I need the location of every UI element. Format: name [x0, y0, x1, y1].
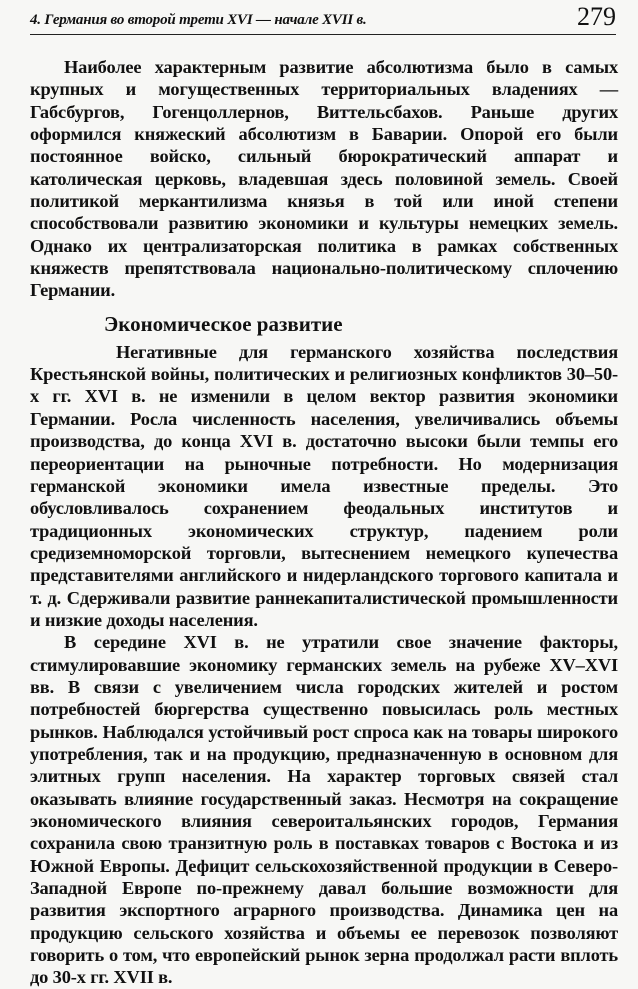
section-heading: Экономическое развитие — [104, 311, 343, 336]
running-head: 4. Германия во второй трети XVI — начале XVII в. — [30, 12, 367, 28]
paragraph-absolutism: Наиболее характерным развитие абсолютизма было в самых крупных и могущественных территориальных владениях — Габсбургов, Гогенцоллернов, Виттельсбахов. Раньше других оформился княжеский абсолютизм в Баварии. Опорой его были постоянное войско, сильный бюрократический аппарат и католическая церковь, владевшая здесь половиной земель. Своей политикой меркантилизма князья в той или иной степени способствовали развитию экономики и культуры немецких земель. Однако их централизаторская политика в рамках собственных княжеств препятствовала национально-политическому сплочению Германии. — [30, 57, 618, 301]
paragraph-economy-1: Негативные для германского хозяйства последствия Крестьянской войны, политических и религиозных конфликтов 30–50-х гг. XVI в. не изменили в целом вектор развития экономики Германии. Росла численность населения, увеличивались объемы производства, до конца XVI в. достаточно высоки были темпы его переориентации на рыночные потребности. Но модернизация германской экономики имела известные пределы. Это обусловливалось сохранением феодальных институтов и традиционных экономических структур, падением роли средиземноморской торговли, вытеснением немецкого купечества представителями английского и нидерландского торгового капитала и т. д. Сдерживали развитие раннекапиталистической промышленности и низкие доходы населения. — [30, 341, 618, 630]
page-body — [30, 56, 618, 989]
paragraph-economy-2: В середине XVI в. не утратили свое значение факторы, стимулировавшие экономику германских земель на рубеже XV–XVI вв. В связи с увеличением числа городских жителей и ростом потребностей бюргерства существенно повысилась роль местных рынков. Наблюдался устойчивый рост спроса как на товары широкого употребления, так и на продукцию, предназначенную в основном для элитных групп населения. На характер торговых связей стал оказывать влияние государственный заказ. Несмотря на сокращение экономического влияния североитальянских городов, Германия сохранила свою транзитную роль в поставках товаров с Востока и из Южной Европы. Дефицит сельскохозяйственной продукции в Северо-Западной Европе по-прежнему давал большие возможности для развития экспортного аграрного производства. Динамика цен на продукцию сельского хозяйства и объемы ее перевозок позволяют говорить о том, что европейский рынок зерна продолжал расти вплоть до 30-х гг. XVII в. — [30, 632, 618, 988]
page-number: 279 — [577, 2, 616, 31]
page-header — [30, 0, 616, 35]
